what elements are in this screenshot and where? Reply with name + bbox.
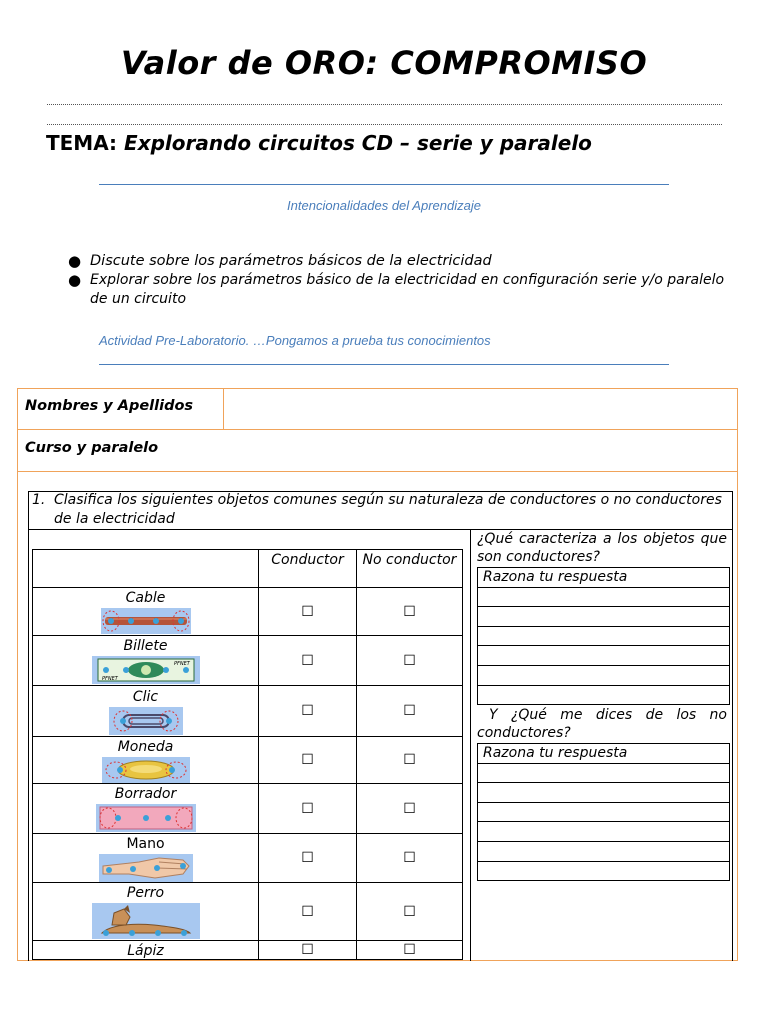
table-row (33, 737, 463, 784)
object-name: Clic (132, 688, 159, 705)
header-conductor: Conductor (259, 550, 357, 588)
answer-line[interactable] (478, 665, 730, 685)
answer-line[interactable] (478, 626, 730, 646)
object-name: Lápiz (127, 942, 164, 959)
table-row (33, 686, 463, 737)
table-row (33, 636, 463, 686)
answer-line[interactable] (478, 646, 730, 666)
name-field[interactable] (225, 390, 736, 428)
checkbox-no-conductor[interactable]: ☐ (357, 941, 463, 960)
bullet-icon: ● (68, 252, 82, 270)
answer-line[interactable] (478, 783, 730, 803)
checkbox-no-conductor[interactable]: ☐ (357, 883, 463, 941)
topic-prefix: TEMA: (46, 131, 118, 155)
name-label: Nombres y Apellidos (25, 398, 194, 414)
objective-text: Discute sobre los parámetros básicos de la electricidad (90, 253, 492, 269)
bullet-icon: ● (68, 271, 82, 289)
object-name: Moneda (117, 738, 174, 755)
object-name: Mano (126, 835, 165, 852)
column-divider (223, 388, 224, 429)
banknote-image (92, 656, 200, 684)
object-name: Cable (125, 590, 166, 606)
question-number: 1. (32, 492, 46, 508)
objective-item (68, 252, 728, 272)
header-empty-cell (33, 550, 259, 588)
eraser-image (96, 804, 196, 832)
answer-line[interactable] (478, 802, 730, 822)
checkbox-conductor[interactable]: ☐ (259, 834, 357, 883)
table-header-row (33, 550, 463, 588)
banknote-text: PFNET (101, 676, 118, 682)
divider-line (99, 184, 669, 185)
dotted-line (47, 104, 722, 107)
object-cell (33, 737, 259, 784)
cable-image (101, 608, 191, 634)
answer-line[interactable] (478, 607, 730, 627)
checkbox-no-conductor[interactable]: ☐ (357, 784, 463, 834)
topic-heading (46, 131, 592, 155)
object-name: Borrador (114, 786, 177, 802)
object-cell (33, 686, 259, 737)
answer-line[interactable] (478, 587, 730, 607)
topic-text: Explorando circuitos CD – serie y paralelo (117, 131, 592, 155)
checkbox-conductor[interactable]: ☐ (259, 883, 357, 941)
question-no-conductores: Y ¿Qué me dices de los no conductores? (477, 707, 727, 741)
checkbox-no-conductor[interactable]: ☐ (357, 737, 463, 784)
dog-image (92, 903, 200, 939)
checkbox-no-conductor[interactable]: ☐ (357, 834, 463, 883)
question-conductores: ¿Qué caracteriza a los objetos que son conductores? (477, 531, 727, 565)
object-name: Billete (123, 638, 168, 654)
checkbox-conductor[interactable]: ☐ (259, 941, 357, 960)
object-cell (33, 834, 259, 883)
row-divider (17, 429, 738, 430)
table-row (33, 784, 463, 834)
divider-line (99, 364, 669, 365)
coin-image (102, 757, 190, 783)
classification-table (32, 549, 463, 960)
checkbox-conductor[interactable]: ☐ (259, 636, 357, 686)
checkbox-conductor[interactable]: ☐ (259, 588, 357, 636)
answer-line[interactable] (478, 685, 730, 705)
object-cell (33, 941, 259, 960)
answer-line[interactable]: Razona tu respuesta (478, 744, 730, 764)
checkbox-no-conductor[interactable]: ☐ (357, 588, 463, 636)
answer-line[interactable]: Razona tu respuesta (478, 568, 730, 588)
answer-lines-conductores (477, 567, 730, 705)
answer-lines-no-conductores (477, 743, 730, 881)
checkbox-no-conductor[interactable]: ☐ (357, 636, 463, 686)
table-row (33, 834, 463, 883)
object-name: Perro (126, 885, 165, 901)
banknote-text: PFNET (173, 661, 190, 667)
section-heading: Intencionalidades del Aprendizaje (287, 198, 481, 213)
answer-line[interactable] (478, 861, 730, 881)
dotted-line (47, 124, 722, 127)
page-title: Valor de ORO: COMPROMISO (120, 44, 648, 82)
course-label: Curso y paralelo (25, 440, 159, 456)
checkbox-conductor[interactable]: ☐ (259, 784, 357, 834)
table-row (33, 883, 463, 941)
checkbox-no-conductor[interactable]: ☐ (357, 686, 463, 737)
course-field[interactable] (180, 431, 736, 469)
checkbox-conductor[interactable]: ☐ (259, 686, 357, 737)
object-cell (33, 636, 259, 686)
header-no-conductor: No conductor (357, 550, 463, 588)
checkbox-conductor[interactable]: ☐ (259, 737, 357, 784)
answer-line[interactable] (478, 763, 730, 783)
table-row (33, 941, 463, 960)
paperclip-image (109, 707, 183, 735)
row-divider (17, 471, 738, 472)
object-cell (33, 883, 259, 941)
objective-text: Explorar sobre los parámetros básico de la electricidad en configuración serie y/o paralelo de un circuito (90, 272, 725, 307)
activity-heading: Actividad Pre-Laboratorio. …Pongamos a prueba tus conocimientos (99, 333, 491, 348)
answer-line[interactable] (478, 822, 730, 842)
answer-line[interactable] (478, 841, 730, 861)
question-text: Clasifica los siguientes objetos comunes según su naturaleza de conductores o no conductores de la electricidad (54, 492, 722, 527)
object-cell (33, 784, 259, 834)
table-row (33, 588, 463, 636)
objective-item (68, 271, 728, 311)
object-cell (33, 588, 259, 636)
hand-image (99, 854, 193, 882)
